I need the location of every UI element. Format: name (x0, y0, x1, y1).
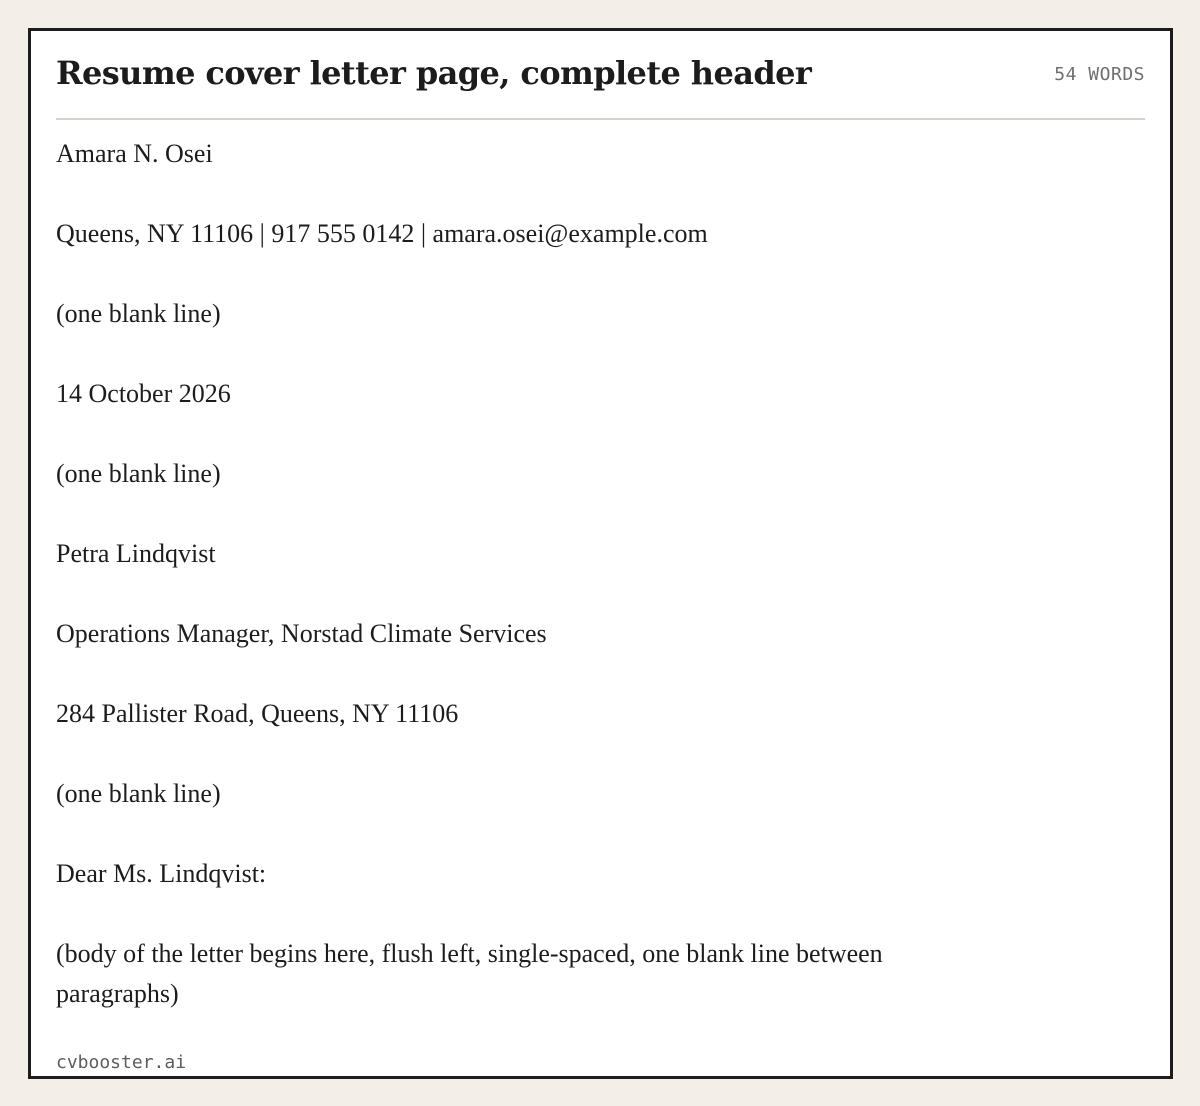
salutation: Dear Ms. Lindqvist: (56, 859, 267, 888)
document-header (56, 31, 1145, 120)
recipient-name: Petra Lindqvist (56, 539, 216, 568)
document-title: Resume cover letter page, complete header (56, 54, 812, 92)
recipient-title: Operations Manager, Norstad Climate Services (56, 619, 547, 648)
brand-footer: cvbooster.ai (56, 1052, 187, 1073)
letter-content (56, 134, 926, 1014)
body-placeholder: (body of the letter begins here, flush left, single-spaced, one blank line between paragraphs) (56, 939, 883, 1008)
blank-line-note: (one blank line) (56, 459, 221, 488)
sender-contact-line: Queens, NY 11106 | 917 555 0142 | amara.osei@example.com (56, 219, 708, 248)
letter-date: 14 October 2026 (56, 379, 231, 408)
document-card (28, 28, 1173, 1079)
recipient-address: 284 Pallister Road, Queens, NY 11106 (56, 699, 459, 728)
word-count-badge: 54 WORDS (1054, 64, 1145, 85)
blank-line-note: (one blank line) (56, 779, 221, 808)
blank-line-note: (one blank line) (56, 299, 221, 328)
sender-name: Amara N. Osei (56, 139, 213, 168)
